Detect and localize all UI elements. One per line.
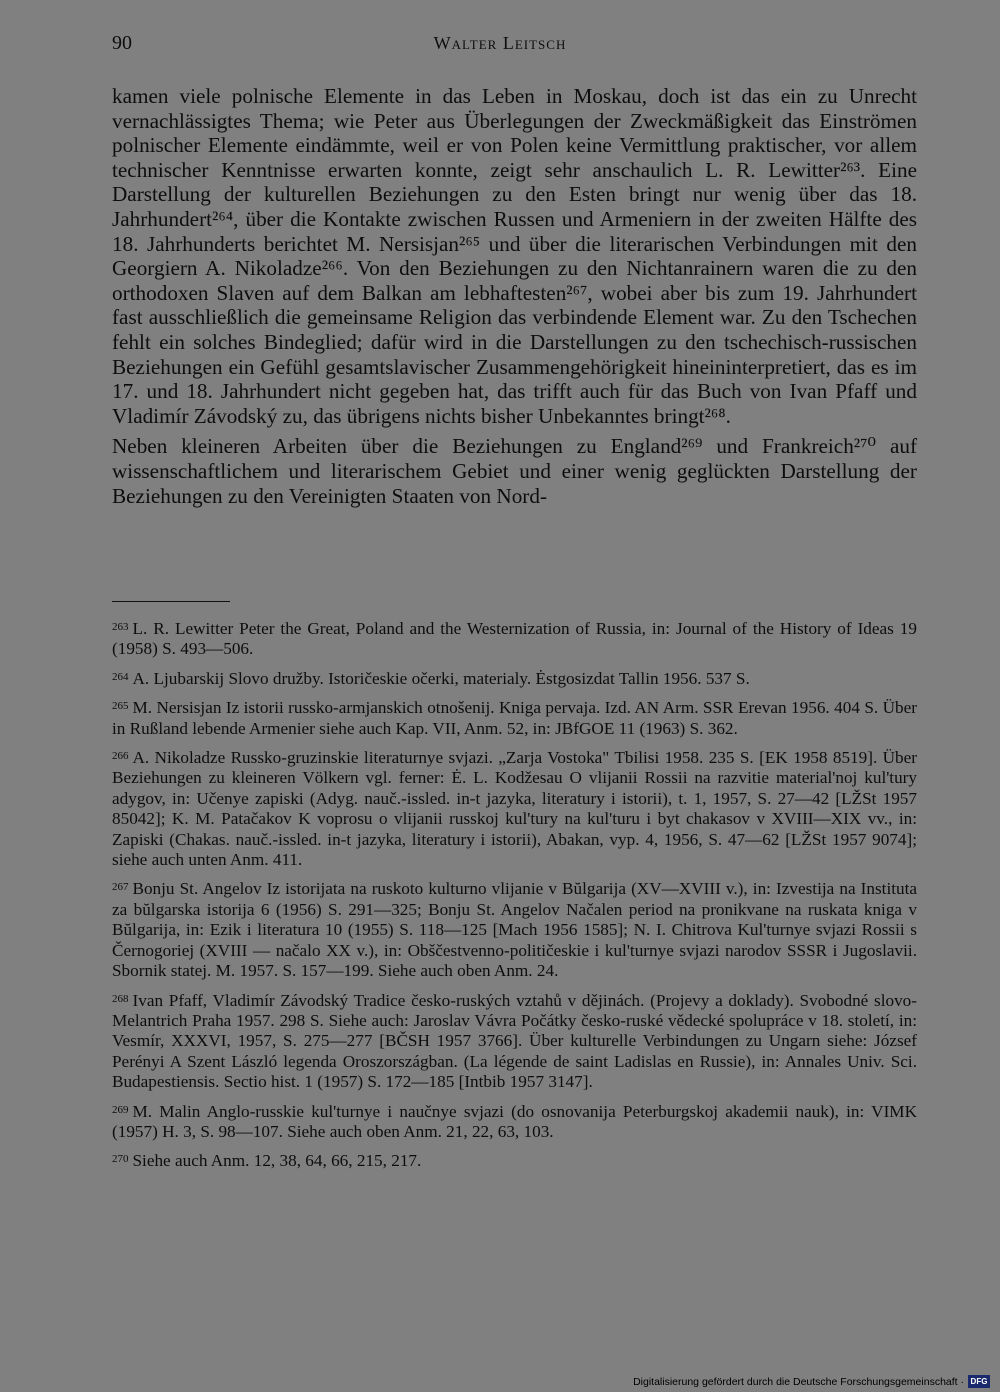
footnote-text: A. Ljubarskij Slovo družby. Istoričeskie očerki, materialy. Ėstgosizdat Tallin 1956. 537 S. xyxy=(132,668,750,688)
footnote-number: 265 xyxy=(112,700,129,713)
footnotes xyxy=(112,619,917,1181)
footnote xyxy=(112,669,917,689)
body-text xyxy=(112,84,917,508)
footnote xyxy=(112,1102,917,1143)
credit-text: Digitalisierung gefördert durch die Deutsche Forschungsgemeinschaft · xyxy=(633,1375,964,1388)
footnote xyxy=(112,991,917,1093)
footnote-number: 270 xyxy=(112,1153,129,1166)
footnote-text: A. Nikoladze Russko-gruzinskie literaturnye svjazi. „Zarja Vostoka" Tbilisi 1958. 235 S. [EK 1958 8519]. Über Beziehungen zu kleineren Völkern vgl. ferner: Ė. L. Kodžesau O vlijanii Rossii na razvitie material'noj kul'tury adygov, in: Učenye zapiski (Adyg. nauč.-issled. in-t jazyka, literatury i istorii), t. 1, 1957, S. 27—42 [LŽSt 1957 85042]; K. M. Patačakov K voprosu o vlijanii russkoj kul'tury na kul'turu i byt chakasov v XVIII—XIX vv., in: Zapiski (Chakas. nauč.-issled. in-t jazyka, literatury i istorii), Abakan, vyp. 4, 1956, S. 47—62 [LŽSt 1957 9074]; siehe auch unten Anm. 411. xyxy=(112,748,917,870)
footnote-text: L. R. Lewitter Peter the Great, Poland and the Westernization of Russia, in: Journal of the History of Ideas 19 (1958) S. 493—506. xyxy=(112,619,917,659)
page-number: 90 xyxy=(112,32,132,54)
footnote-text: Bonju St. Angelov Iz istorijata na ruskoto kulturno vlijanie v Bŭlgarija (XV—XVIII v.), in: Izvestija na Instituta za bŭlgarska istorija 6 (1956) S. 291—325; Bonju St. Angelov Načalen period na pronikvane na ruskata kniga v Bŭlgarija, in: Ezik i literatura 10 (1955) S. 118—125 [Mach 1956 1585]; N. I. Chitrova Kul'turnye svjazi Rossii s Černogoriej (XVIII — načalo XX v.), in: Obščestvenno-političeskie i kul'turnye svjazi narodov SSSR i Jugoslavii. Sbornik statej. M. 1957. S. 157—199. Siehe auch oben Anm. 24. xyxy=(112,879,917,981)
footnote-text: M. Nersisjan Iz istorii russko-armjanskich otnošenij. Kniga pervaja. Izd. AN Arm. SSR Erevan 1956. 404 S. Über in Rußland lebende Armenier siehe auch Kap. VII, Anm. 52, in: JBfGOE 11 (1963) S. 362. xyxy=(112,698,917,738)
footnote xyxy=(112,879,917,981)
body-paragraph: kamen viele polnische Elemente in das Leben in Moskau, doch ist das ein zu Unrecht vernachlässigtes Thema; wie Peter aus Überlegungen der Zweckmäßigkeit das Einströmen polnischer Elemente eindämmte, weil er von Polen keine Vermittlung praktischer, vor allem technischer Kenntnisse erwarten konnte, zeigt sehr anschaulich L. R. Lewitter²⁶³. Eine Darstellung der kulturellen Beziehungen zu den Esten bringt nur wenig über das 18. Jahrhundert²⁶⁴, über die Kontakte zwischen Russen und Armeniern in der zweiten Hälfte des 18. Jahrhunderts berichtet M. Nersisjan²⁶⁵ und über die literarischen Verbindungen mit den Georgiern A. Nikoladze²⁶⁶. Von den Beziehungen zu den Nichtanrainern waren die zu den orthodoxen Slaven auf dem Balkan am lebhaftesten²⁶⁷, wobei aber bis zum 19. Jahrhundert fast ausschließlich die gemeinsame Religion das verbindende Element war. Zu den Tschechen fehlt ein solches Bindeglied; dafür wird in die Darstellungen zu den tschechisch-russischen Beziehungen ein Gefühl gesamtslavischer Zusammengehörigkeit hineininterpretiert, das es im 17. und 18. Jahrhundert nicht gegeben hat, das trifft auch für das Buch von Ivan Pfaff und Vladimír Závodský zu, das übrigens nichts bisher Unbekanntes bringt²⁶⁸. xyxy=(112,84,917,428)
footnote-text: Ivan Pfaff, Vladimír Závodský Tradice česko-ruských vztahů v dějinách. (Projevy a doklady). Svobodné slovo-Melantrich Praha 1957. 298 S. Siehe auch: Jaroslav Vávra Počátky česko-ruské vědecké spolupráce v 18. století, in: Vesmír, XXXVI, 1957, S. 275—277 [BČSH 1957 3766]. Über kulturelle Verbindungen zu Ungarn siehe: József Perényi A Szent László legenda Oroszországban. (La légende de saint Ladislas en Russie), in: Annales Univ. Sci. Budapestiensis. Sectio hist. 1 (1957) S. 172—185 [Intbib 1957 3147]. xyxy=(112,990,917,1092)
footnote-text: M. Malin Anglo-russkie kul'turnye i naučnye svjazi (do osnovanija Peterburgskoj akademii nauk), in: VIMK (1957) H. 3, S. 98—107. Siehe auch oben Anm. 21, 22, 63, 103. xyxy=(112,1101,917,1141)
footnote-text: Siehe auch Anm. 12, 38, 64, 66, 215, 217. xyxy=(132,1151,422,1171)
footnote-number: 269 xyxy=(112,1103,129,1116)
footnote-number: 263 xyxy=(112,621,129,633)
footnote-number: 264 xyxy=(112,670,129,683)
footnote-number: 266 xyxy=(112,750,129,763)
footnote-number: 267 xyxy=(112,881,129,894)
footnote xyxy=(112,698,917,739)
digitization-credit xyxy=(633,1375,990,1388)
footnote xyxy=(112,619,917,660)
running-head: Walter Leitsch xyxy=(433,33,567,53)
footnote-divider xyxy=(112,601,230,602)
footnote xyxy=(112,1151,917,1171)
body-paragraph: Neben kleineren Arbeiten über die Beziehungen zu England²⁶⁹ und Frankreich²⁷⁰ auf wissenschaftlichem und literarischem Gebiet und einer wenig geglückten Darstellung der Beziehungen zu den Vereinigten Staaten von Nord- xyxy=(112,434,917,508)
dfg-logo-icon: DFG xyxy=(968,1375,990,1388)
footnote xyxy=(112,748,917,870)
footnote-number: 268 xyxy=(112,992,129,1005)
